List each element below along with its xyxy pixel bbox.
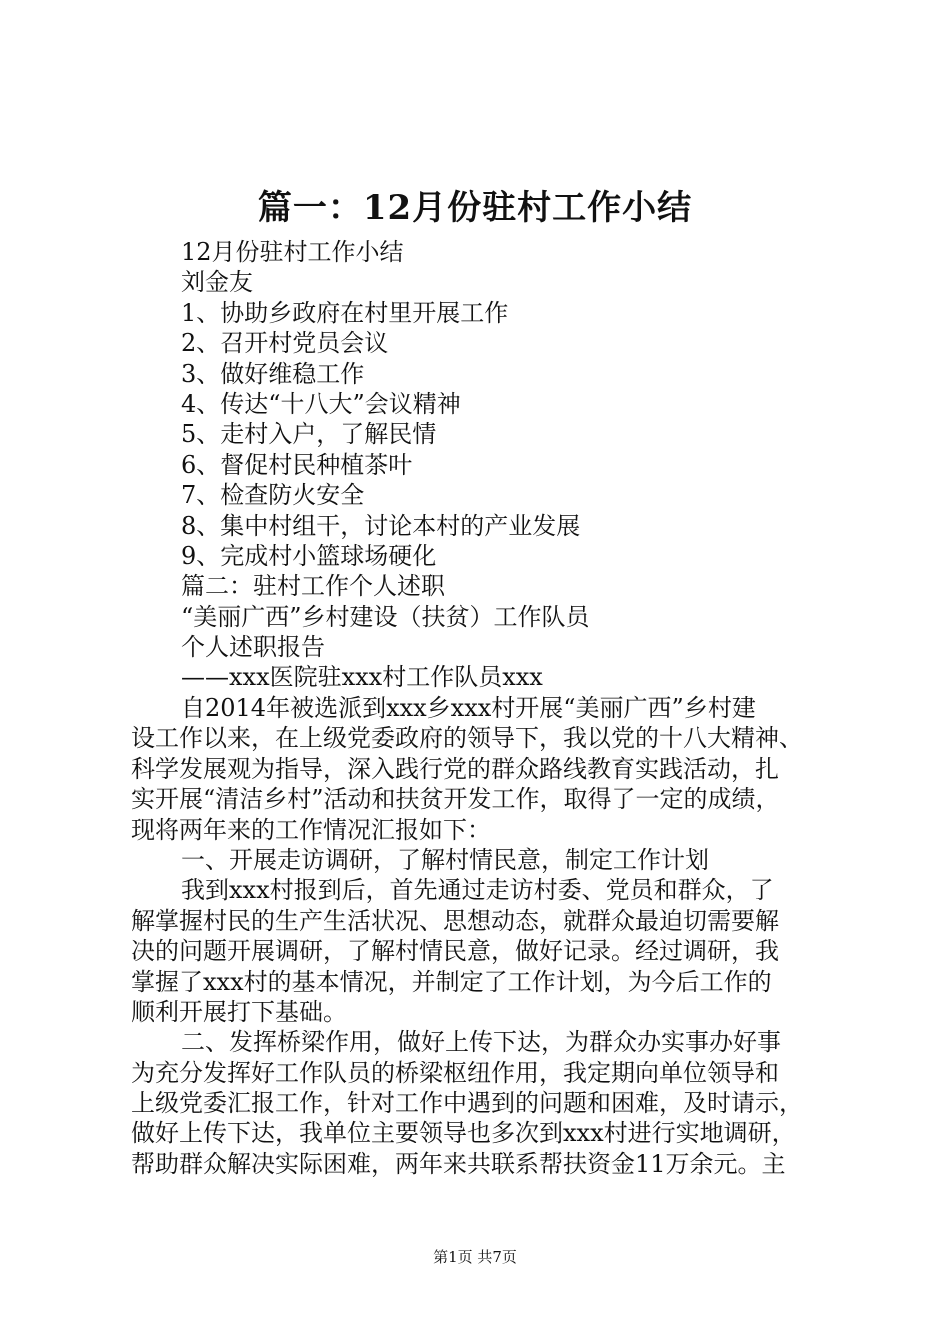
intro-lines xyxy=(181,237,841,693)
paragraph-line: 设工作以来，在上级党委政府的领导下，我以党的十八大精神、 xyxy=(131,724,803,753)
paragraph-line: 科学发展观为指导，深入践行党的群众路线教育实践活动，扎 xyxy=(131,754,779,783)
text-line: 3、做好维稳工作 xyxy=(181,359,365,388)
paragraph-line: 解掌握村民的生产生活状况、思想动态，就群众最迫切需要解 xyxy=(131,906,779,935)
text-line: 7、检查防火安全 xyxy=(181,481,365,510)
text-line: 2、召开村党员会议 xyxy=(181,329,389,358)
section-heading: 二、发挥桥梁作用，做好上传下达，为群众办实事办好事 xyxy=(181,1028,781,1057)
document-title: 篇一：12月份驻村工作小结 xyxy=(257,188,693,228)
text-line: 9、完成村小篮球场硬化 xyxy=(181,541,437,570)
paragraph-1 xyxy=(131,693,831,1179)
text-line: 1、协助乡政府在村里开展工作 xyxy=(181,298,509,327)
paragraph-line: 帮助群众解决实际困难，两年来共联系帮扶资金11万余元。主 xyxy=(131,1149,786,1178)
text-line: ——xxx医院驻xxx村工作队员xxx xyxy=(181,663,543,692)
paragraph-line: 上级党委汇报工作，针对工作中遇到的问题和困难，及时请示， xyxy=(131,1089,803,1118)
text-line: 8、集中村组干，讨论本村的产业发展 xyxy=(181,511,581,540)
text-line: 12月份驻村工作小结 xyxy=(181,238,404,266)
paragraph-line: 掌握了xxx村的基本情况，并制定了工作计划，为今后工作的 xyxy=(131,967,772,996)
text-line: 个人述职报告 xyxy=(181,633,325,662)
text-line: 刘金友 xyxy=(181,268,253,297)
paragraph-line: 做好上传下达，我单位主要领导也多次到xxx村进行实地调研， xyxy=(131,1119,796,1148)
section-heading: 一、开展走访调研，了解村情民意，制定工作计划 xyxy=(181,845,709,874)
paragraph-line: 顺利开展打下基础。 xyxy=(131,997,347,1026)
text-line: 5、走村入户，了解民情 xyxy=(181,420,437,449)
paragraph-line: 现将两年来的工作情况汇报如下： xyxy=(131,815,491,844)
text-line: 篇二：驻村工作个人述职 xyxy=(181,572,445,601)
paragraph-line: 我到xxx村报到后，首先通过走访村委、党员和群众，了 xyxy=(181,876,774,905)
paragraph-line: 实开展“清洁乡村”活动和扶贫开发工作，取得了一定的成绩， xyxy=(131,785,780,814)
text-line: 6、督促村民种植茶叶 xyxy=(181,450,413,479)
page-footer: 第1页 共7页 xyxy=(433,1248,517,1266)
text-line: “美丽广西”乡村建设（扶贫）工作队员 xyxy=(181,602,590,631)
text-line: 4、传达“十八大”会议精神 xyxy=(181,389,461,418)
paragraph-line: 决的问题开展调研，了解村情民意，做好记录。经过调研，我 xyxy=(131,937,779,966)
paragraph-line: 为充分发挥好工作队员的桥梁枢纽作用，我定期向单位领导和 xyxy=(131,1058,779,1087)
paragraph-line: 自2014年被选派到xxx乡xxx村开展“美丽广西”乡村建 xyxy=(181,694,756,722)
